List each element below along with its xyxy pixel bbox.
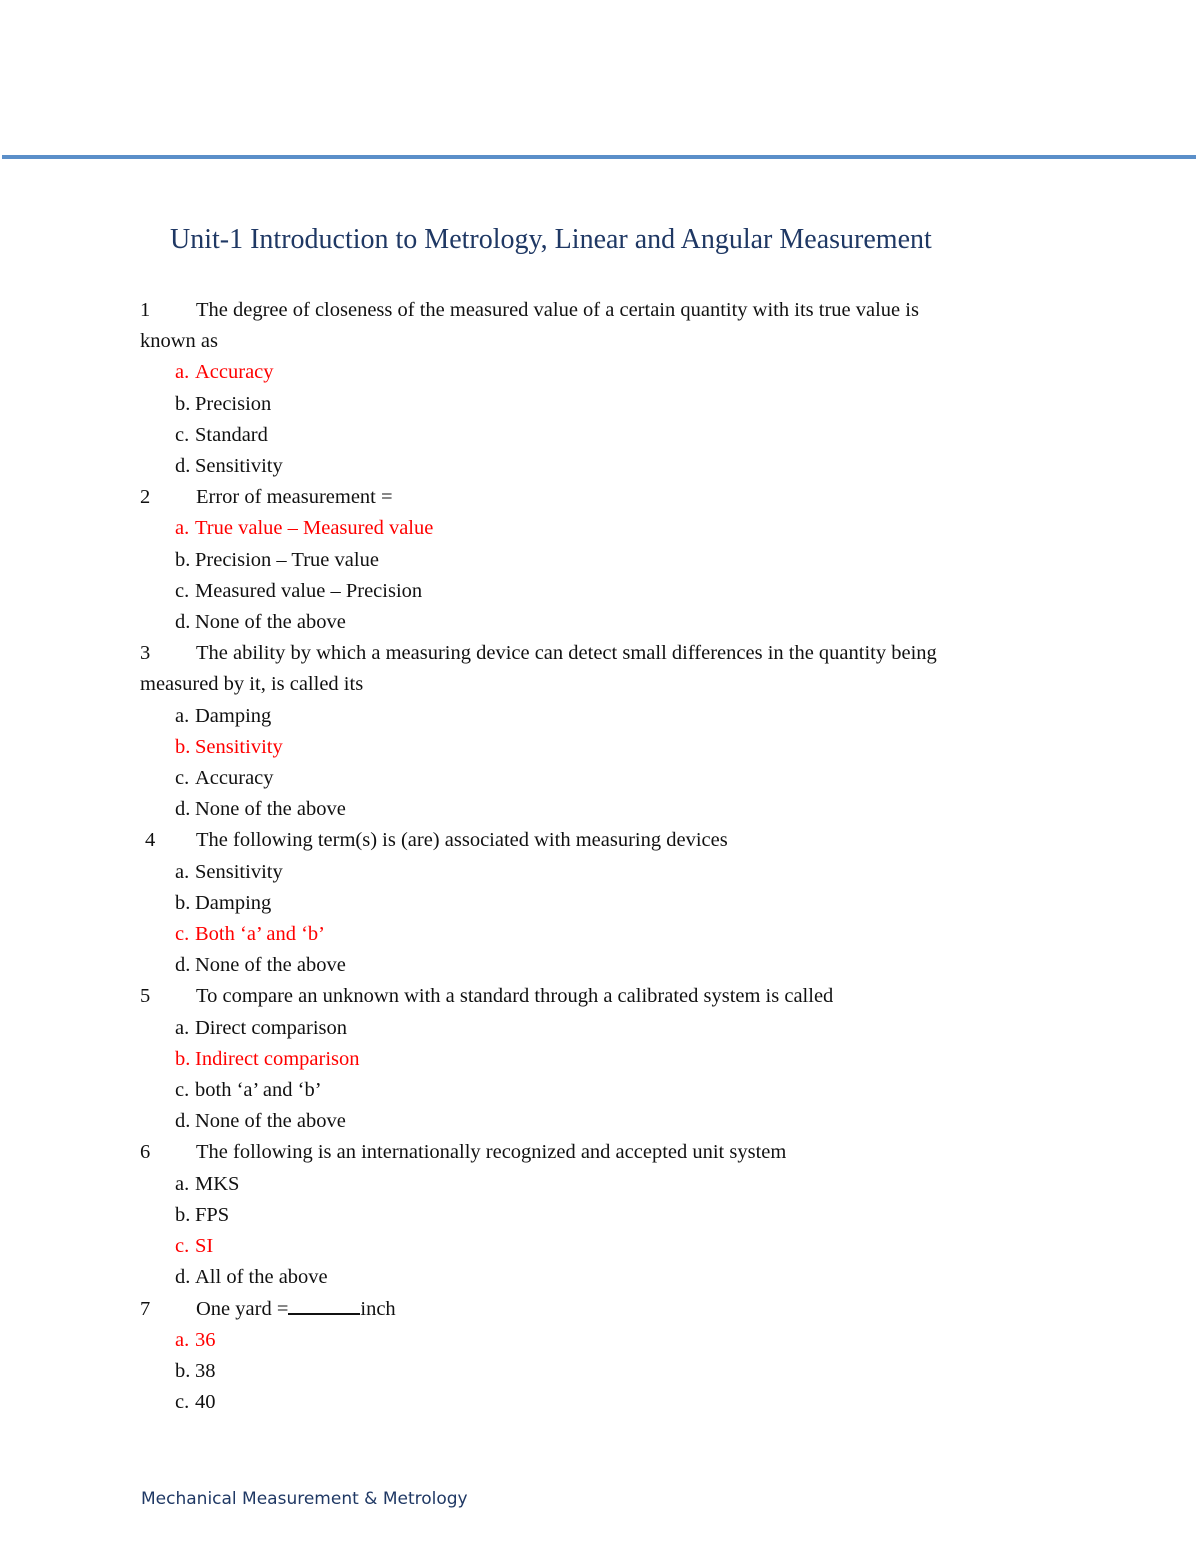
question-text: The following term(s) is (are) associated with measuring devices — [196, 829, 728, 852]
option-c: c. 40 — [175, 1391, 216, 1414]
question-number: 2 — [140, 486, 151, 509]
option-d: d. None of the above — [175, 798, 346, 821]
option-a: a. Damping — [175, 704, 272, 727]
option-d: d. None of the above — [175, 1110, 346, 1133]
option-b: b. Precision – True value — [175, 548, 379, 571]
option-a-correct: a. True value – Measured value — [175, 517, 434, 540]
option-c: c. Accuracy — [175, 767, 274, 790]
option-c-correct: c. SI — [175, 1235, 214, 1258]
question-text-continued: known as — [140, 330, 219, 353]
answer-blank — [288, 1295, 360, 1315]
option-d: d. None of the above — [175, 611, 346, 634]
question-number: 4 — [145, 829, 156, 852]
question-number: 3 — [140, 642, 151, 665]
question-2 — [140, 482, 1060, 638]
question-text-unit: inch — [360, 1297, 396, 1320]
option-c: c. Measured value – Precision — [175, 579, 423, 602]
option-d: d. Sensitivity — [175, 455, 283, 478]
option-c: c. both ‘a’ and ‘b’ — [175, 1079, 322, 1102]
question-number: 7 — [140, 1297, 151, 1320]
option-a: a. Direct comparison — [175, 1016, 347, 1039]
option-a-correct: a. Accuracy — [175, 361, 274, 384]
question-7 — [140, 1294, 1060, 1419]
option-c: c. Standard — [175, 423, 268, 446]
option-b: b. FPS — [175, 1203, 230, 1226]
question-number: 5 — [140, 985, 151, 1008]
question-text: One yard = — [196, 1297, 289, 1320]
option-b: b. Damping — [175, 891, 272, 914]
header-rule — [2, 155, 1196, 159]
option-b: b. 38 — [175, 1359, 216, 1382]
page-title: Unit-1 Introduction to Metrology, Linear and Angular Measurement — [170, 224, 932, 255]
question-text: To compare an unknown with a standard through a calibrated system is called — [196, 985, 834, 1008]
question-6 — [140, 1137, 1060, 1293]
option-d: d. None of the above — [175, 954, 346, 977]
question-text: Error of measurement = — [196, 486, 393, 509]
option-d: d. All of the above — [175, 1266, 328, 1289]
option-a: a. MKS — [175, 1172, 240, 1195]
question-text: The degree of closeness of the measured value of a certain quantity with its true value is — [196, 299, 919, 321]
question-text-continued: measured by it, is called its — [140, 673, 364, 696]
option-b-correct: b. Indirect comparison — [175, 1047, 360, 1070]
question-text: The ability by which a measuring device can detect small differences in the quantity being — [196, 642, 937, 665]
question-5 — [140, 981, 1060, 1137]
question-number: 6 — [140, 1141, 151, 1164]
question-list — [140, 295, 1060, 1418]
question-4 — [140, 825, 1060, 981]
option-b: b. Precision — [175, 392, 272, 415]
option-a: a. Sensitivity — [175, 860, 283, 883]
option-a-correct: a. 36 — [175, 1328, 216, 1351]
option-c-correct: c. Both ‘a’ and ‘b’ — [175, 923, 325, 946]
question-1 — [140, 295, 1060, 482]
question-number: 1 — [140, 299, 151, 321]
option-b-correct: b. Sensitivity — [175, 735, 283, 758]
question-text: The following is an internationally recognized and accepted unit system — [196, 1141, 787, 1164]
question-3 — [140, 638, 1060, 825]
page-footer: Mechanical Measurement & Metrology — [141, 1489, 468, 1509]
